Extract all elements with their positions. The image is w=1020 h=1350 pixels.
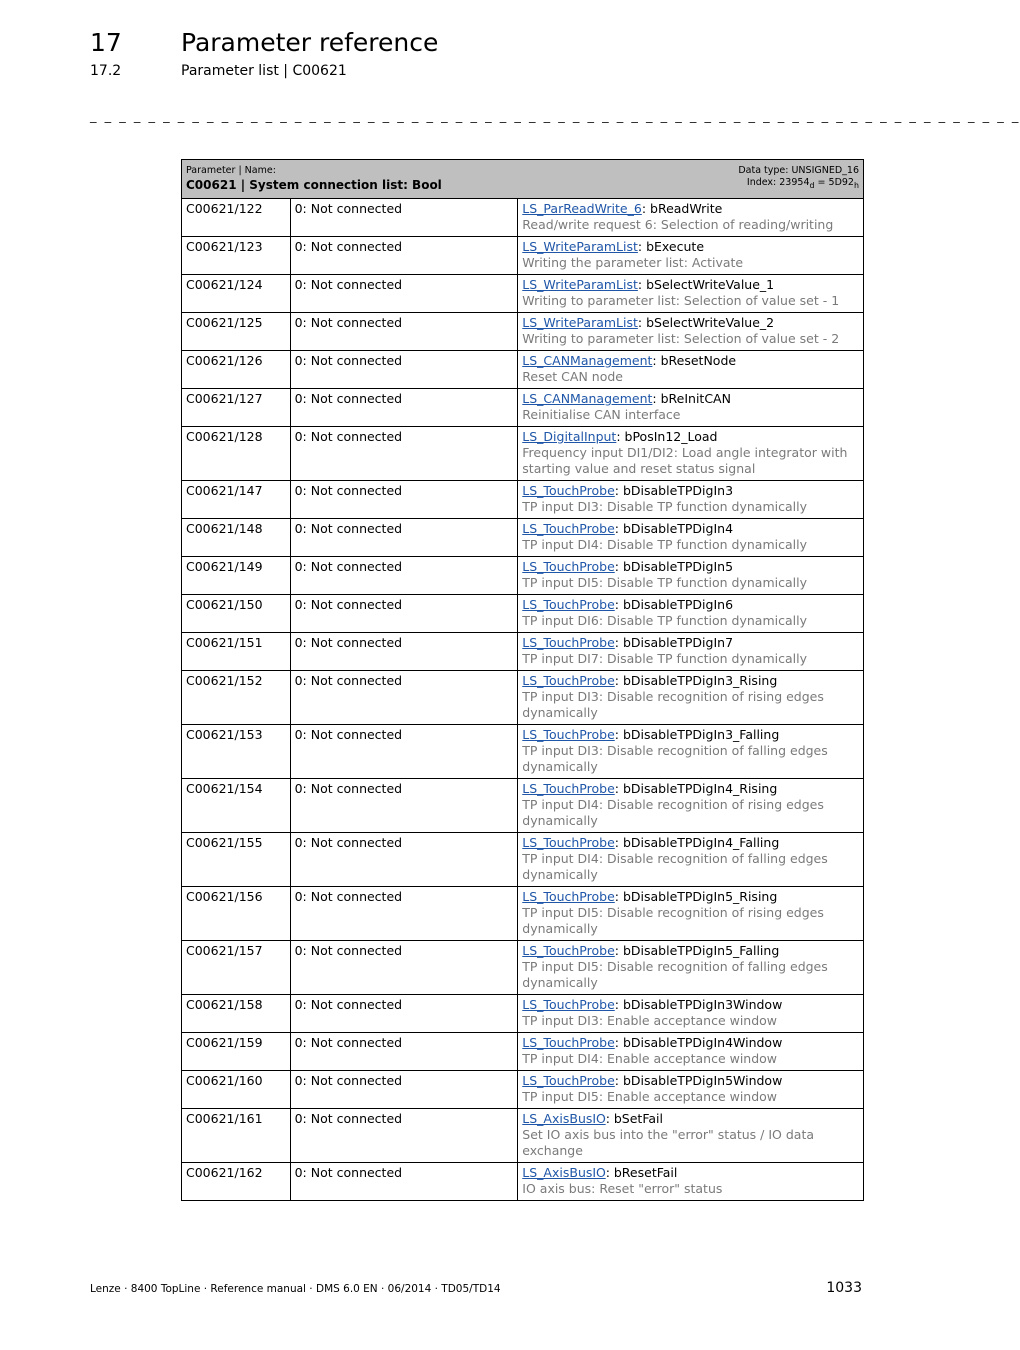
table-header-right	[738, 165, 859, 192]
parameter-description-cell	[518, 199, 864, 237]
function-block-link[interactable]: LS_TouchProbe	[522, 835, 615, 850]
signal-line	[522, 1073, 859, 1089]
table-row	[182, 1109, 864, 1163]
parameter-code: C00621/155	[182, 833, 291, 887]
signal-name: : bReInitCAN	[652, 391, 731, 406]
function-block-link[interactable]: LS_DigitalInput	[522, 429, 617, 444]
signal-description: Writing to parameter list: Selection of value set - 2	[522, 331, 840, 346]
parameter-description-cell	[518, 671, 864, 725]
table-row	[182, 941, 864, 995]
table-row	[182, 671, 864, 725]
signal-description: TP input DI4: Disable recognition of rising edges dynamically	[522, 797, 824, 828]
signal-description: Writing to parameter list: Selection of value set - 1	[522, 293, 840, 308]
parameter-description-cell	[518, 1033, 864, 1071]
parameter-value: 0: Not connected	[290, 633, 518, 671]
signal-line	[522, 315, 859, 331]
function-block-link[interactable]: LS_TouchProbe	[522, 673, 615, 688]
table-row	[182, 313, 864, 351]
parameter-value: 0: Not connected	[290, 313, 518, 351]
signal-name: : bDisableTPDigIn4_Falling	[614, 835, 780, 850]
index-hex: = 5D92	[814, 177, 854, 188]
parameter-code: C00621/122	[182, 199, 291, 237]
function-block-link[interactable]: LS_TouchProbe	[522, 559, 615, 574]
parameter-description-cell	[518, 633, 864, 671]
signal-description: TP input DI3: Disable TP function dynamically	[522, 499, 807, 514]
parameter-code: C00621/148	[182, 519, 291, 557]
index-value: Index: 23954	[746, 177, 810, 188]
parameter-value: 0: Not connected	[290, 557, 518, 595]
signal-line	[522, 635, 859, 651]
parameter-code: C00621/161	[182, 1109, 291, 1163]
function-block-link[interactable]: LS_TouchProbe	[522, 727, 615, 742]
signal-name: : bSelectWriteValue_1	[637, 277, 775, 292]
function-block-link[interactable]: LS_TouchProbe	[522, 997, 615, 1012]
table-row	[182, 519, 864, 557]
parameter-code: C00621/162	[182, 1163, 291, 1201]
function-block-link[interactable]: LS_AxisBusIO	[522, 1165, 606, 1180]
parameter-description-cell	[518, 237, 864, 275]
parameter-code: C00621/153	[182, 725, 291, 779]
signal-line	[522, 889, 859, 905]
table-row	[182, 595, 864, 633]
function-block-link[interactable]: LS_CANManagement	[522, 353, 653, 368]
signal-line	[522, 429, 859, 445]
parameter-code: C00621/151	[182, 633, 291, 671]
parameter-description-cell	[518, 779, 864, 833]
parameter-table	[181, 159, 864, 1201]
parameter-code: C00621/124	[182, 275, 291, 313]
signal-line	[522, 521, 859, 537]
table-row	[182, 1071, 864, 1109]
parameter-code: C00621/128	[182, 427, 291, 481]
parameter-code: C00621/160	[182, 1071, 291, 1109]
parameter-description-cell	[518, 595, 864, 633]
signal-name: : bDisableTPDigIn3_Falling	[614, 727, 780, 742]
function-block-link[interactable]: LS_TouchProbe	[522, 943, 615, 958]
signal-name: : bResetFail	[605, 1165, 678, 1180]
parameter-description-cell	[518, 351, 864, 389]
parameter-description-cell	[518, 557, 864, 595]
signal-name: : bSetFail	[605, 1111, 663, 1126]
signal-line	[522, 559, 859, 575]
parameter-value: 0: Not connected	[290, 237, 518, 275]
page-number: 1033	[826, 1280, 862, 1296]
table-row	[182, 1163, 864, 1201]
signal-name: : bDisableTPDigIn6	[614, 597, 734, 612]
parameter-code: C00621/156	[182, 887, 291, 941]
function-block-link[interactable]: LS_TouchProbe	[522, 483, 615, 498]
function-block-link[interactable]: LS_TouchProbe	[522, 521, 615, 536]
parameter-value: 0: Not connected	[290, 1163, 518, 1201]
signal-description: TP input DI6: Disable TP function dynamically	[522, 613, 807, 628]
parameter-value: 0: Not connected	[290, 833, 518, 887]
parameter-description-cell	[518, 725, 864, 779]
table-header-title: C00621 | System connection list: Bool	[186, 178, 442, 192]
function-block-link[interactable]: LS_TouchProbe	[522, 635, 615, 650]
table-row	[182, 833, 864, 887]
parameter-description-cell	[518, 519, 864, 557]
table-header-left	[186, 165, 442, 193]
signal-line	[522, 673, 859, 689]
header-separator: _ _ _ _ _ _ _ _ _ _ _ _ _ _ _ _ _ _ _ _ _ _ _ _ _ _ _ _ _ _ _ _ _ _ _ _ _ _ _ _ _ _ _ _ _ _ _ _ _ _ _ _ _ _ _ _ _ _ _ _ _ _ _ _	[90, 109, 1020, 124]
parameter-code: C00621/154	[182, 779, 291, 833]
parameter-code: C00621/123	[182, 237, 291, 275]
chapter-number: 17	[90, 28, 122, 57]
signal-name: : bDisableTPDigIn3Window	[614, 997, 783, 1012]
signal-name: : bPosIn12_Load	[616, 429, 718, 444]
parameter-description-cell	[518, 995, 864, 1033]
table-header	[182, 160, 864, 199]
signal-description: TP input DI5: Disable recognition of rising edges dynamically	[522, 905, 824, 936]
signal-line	[522, 727, 859, 743]
signal-description: Writing the parameter list: Activate	[522, 255, 744, 270]
signal-name: : bDisableTPDigIn7	[614, 635, 734, 650]
signal-description: TP input DI5: Disable TP function dynamically	[522, 575, 807, 590]
function-block-link[interactable]: LS_TouchProbe	[522, 597, 615, 612]
signal-name: : bDisableTPDigIn4Window	[614, 1035, 783, 1050]
parameter-description-cell	[518, 427, 864, 481]
chapter-title: Parameter reference	[181, 28, 439, 57]
signal-name: : bDisableTPDigIn3_Rising	[614, 673, 778, 688]
signal-name: : bDisableTPDigIn5_Rising	[614, 889, 778, 904]
parameter-value: 0: Not connected	[290, 1071, 518, 1109]
table-row	[182, 237, 864, 275]
signal-name: : bReadWrite	[641, 201, 723, 216]
parameter-value: 0: Not connected	[290, 1109, 518, 1163]
parameter-code: C00621/126	[182, 351, 291, 389]
signal-description: TP input DI3: Enable acceptance window	[522, 1013, 778, 1028]
function-block-link[interactable]: LS_TouchProbe	[522, 1073, 615, 1088]
parameter-value: 0: Not connected	[290, 595, 518, 633]
signal-name: : bSelectWriteValue_2	[637, 315, 775, 330]
signal-description: TP input DI5: Disable recognition of falling edges dynamically	[522, 959, 828, 990]
parameter-value: 0: Not connected	[290, 519, 518, 557]
parameter-value: 0: Not connected	[290, 427, 518, 481]
parameter-description-cell	[518, 941, 864, 995]
signal-line	[522, 835, 859, 851]
signal-line	[522, 943, 859, 959]
signal-line	[522, 1035, 859, 1051]
parameter-code: C00621/159	[182, 1033, 291, 1071]
footer-text: Lenze · 8400 TopLine · Reference manual · DMS 6.0 EN · 06/2014 · TD05/TD14	[90, 1283, 501, 1295]
parameter-code: C00621/158	[182, 995, 291, 1033]
parameter-value: 0: Not connected	[290, 199, 518, 237]
table-row	[182, 725, 864, 779]
signal-line	[522, 239, 859, 255]
parameter-value: 0: Not connected	[290, 887, 518, 941]
signal-description: TP input DI4: Enable acceptance window	[522, 1051, 778, 1066]
parameter-code: C00621/127	[182, 389, 291, 427]
parameter-value: 0: Not connected	[290, 941, 518, 995]
parameter-description-cell	[518, 313, 864, 351]
signal-description: TP input DI5: Enable acceptance window	[522, 1089, 778, 1104]
parameter-description-cell	[518, 887, 864, 941]
parameter-code: C00621/147	[182, 481, 291, 519]
parameter-value: 0: Not connected	[290, 779, 518, 833]
table-row	[182, 275, 864, 313]
signal-description: Read/write request 6: Selection of reading/writing	[522, 217, 834, 232]
signal-description: TP input DI3: Disable recognition of rising edges dynamically	[522, 689, 824, 720]
table-row	[182, 481, 864, 519]
parameter-description-cell	[518, 1071, 864, 1109]
table-row	[182, 557, 864, 595]
parameter-description-cell	[518, 1109, 864, 1163]
table-row	[182, 351, 864, 389]
parameter-code: C00621/150	[182, 595, 291, 633]
signal-line	[522, 1111, 859, 1127]
parameter-description-cell	[518, 389, 864, 427]
data-type-label: Data type: UNSIGNED_16	[738, 165, 859, 176]
table-row	[182, 427, 864, 481]
table-row	[182, 1033, 864, 1071]
parameter-value: 0: Not connected	[290, 995, 518, 1033]
signal-name: : bResetNode	[652, 353, 737, 368]
signal-line	[522, 997, 859, 1013]
function-block-link[interactable]: LS_TouchProbe	[522, 1035, 615, 1050]
parameter-code: C00621/152	[182, 671, 291, 725]
function-block-link[interactable]: LS_AxisBusIO	[522, 1111, 606, 1126]
function-block-link[interactable]: LS_ParReadWrite_6	[522, 201, 642, 216]
parameter-value: 0: Not connected	[290, 725, 518, 779]
signal-line	[522, 391, 859, 407]
signal-line	[522, 353, 859, 369]
signal-line	[522, 597, 859, 613]
signal-line	[522, 781, 859, 797]
signal-description: Reset CAN node	[522, 369, 623, 384]
parameter-value: 0: Not connected	[290, 389, 518, 427]
parameter-value: 0: Not connected	[290, 275, 518, 313]
signal-description: TP input DI4: Disable TP function dynamically	[522, 537, 807, 552]
section-title: Parameter list | C00621	[181, 63, 347, 79]
parameter-code: C00621/157	[182, 941, 291, 995]
function-block-link[interactable]: LS_WriteParamList	[522, 315, 638, 330]
signal-name: : bDisableTPDigIn5Window	[614, 1073, 783, 1088]
parameter-description-cell	[518, 833, 864, 887]
signal-line	[522, 201, 859, 217]
table-row	[182, 633, 864, 671]
section-number: 17.2	[90, 63, 122, 79]
parameter-value: 0: Not connected	[290, 671, 518, 725]
index-sub-h: h	[853, 180, 859, 190]
index-sub-d: d	[809, 180, 815, 190]
table-row	[182, 199, 864, 237]
signal-name: : bDisableTPDigIn4	[614, 521, 734, 536]
signal-name: : bDisableTPDigIn5	[614, 559, 734, 574]
table-row	[182, 779, 864, 833]
signal-description: Set IO axis bus into the "error" status / IO data exchange	[522, 1127, 814, 1158]
function-block-link[interactable]: LS_TouchProbe	[522, 889, 615, 904]
function-block-link[interactable]: LS_WriteParamList	[522, 239, 638, 254]
table-header-row	[182, 160, 864, 199]
signal-line	[522, 483, 859, 499]
signal-name: : bExecute	[637, 239, 705, 254]
signal-description: TP input DI3: Disable recognition of falling edges dynamically	[522, 743, 828, 774]
parameter-description-cell	[518, 275, 864, 313]
parameter-code: C00621/125	[182, 313, 291, 351]
parameter-value: 0: Not connected	[290, 481, 518, 519]
signal-description: TP input DI4: Disable recognition of falling edges dynamically	[522, 851, 828, 882]
signal-description: Frequency input DI1/DI2: Load angle integrator with starting value and reset status signal	[522, 445, 848, 476]
signal-name: : bDisableTPDigIn4_Rising	[614, 781, 778, 796]
function-block-link[interactable]: LS_CANManagement	[522, 391, 653, 406]
table-row	[182, 389, 864, 427]
parameter-value: 0: Not connected	[290, 351, 518, 389]
table-row	[182, 887, 864, 941]
signal-description: Reinitialise CAN interface	[522, 407, 681, 422]
function-block-link[interactable]: LS_TouchProbe	[522, 781, 615, 796]
signal-description: IO axis bus: Reset "error" status	[522, 1181, 723, 1196]
function-block-link[interactable]: LS_WriteParamList	[522, 277, 638, 292]
parameter-code: C00621/149	[182, 557, 291, 595]
signal-line	[522, 277, 859, 293]
parameter-description-cell	[518, 481, 864, 519]
signal-name: : bDisableTPDigIn5_Falling	[614, 943, 780, 958]
parameter-value: 0: Not connected	[290, 1033, 518, 1071]
table-header-label: Parameter | Name:	[186, 165, 276, 176]
table-row	[182, 995, 864, 1033]
index-label	[738, 177, 859, 192]
signal-line	[522, 1165, 859, 1181]
parameter-description-cell	[518, 1163, 864, 1201]
signal-name: : bDisableTPDigIn3	[614, 483, 734, 498]
signal-description: TP input DI7: Disable TP function dynamically	[522, 651, 807, 666]
